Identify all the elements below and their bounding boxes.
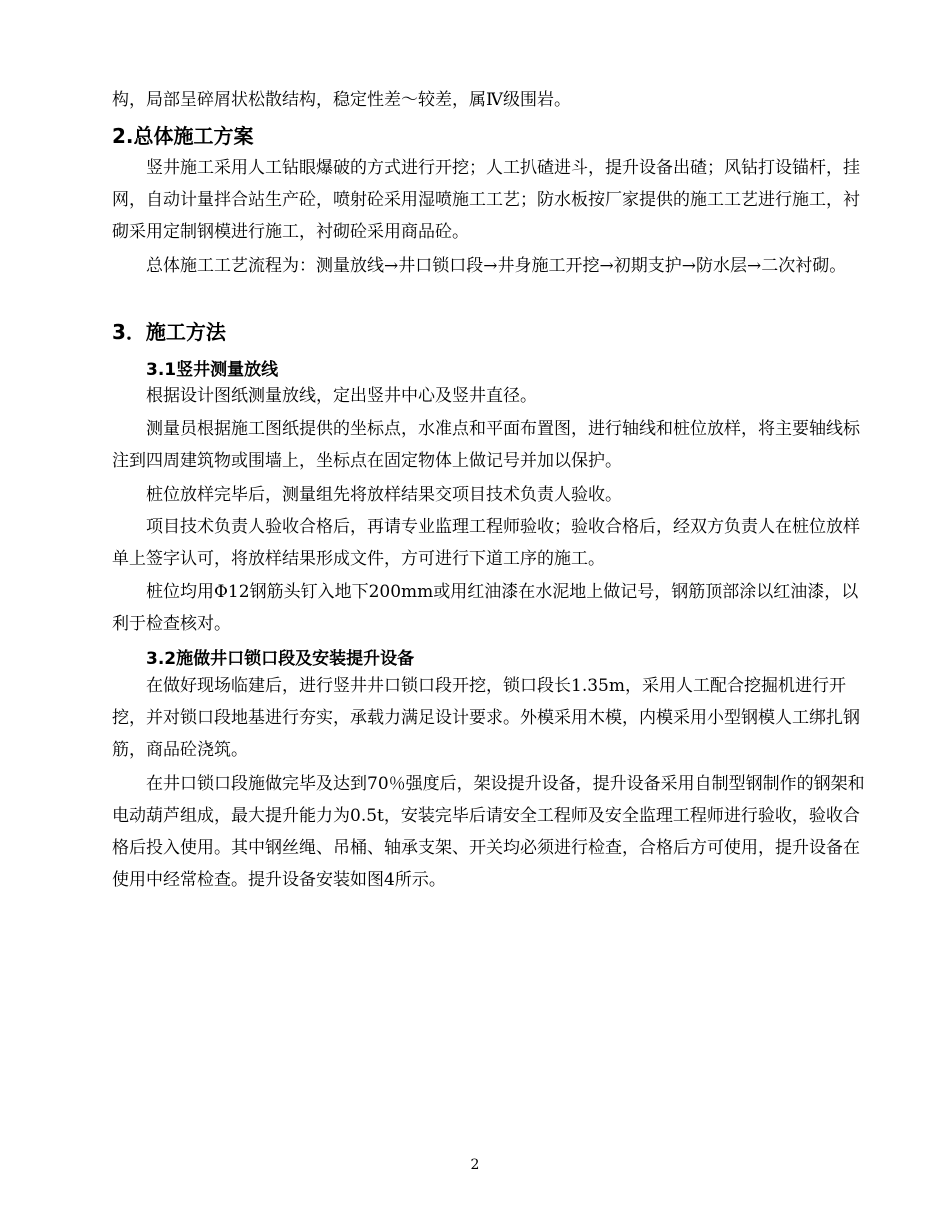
paragraph-process-flow: 总体施工工艺流程为：测量放线→井口锁口段→井身施工开挖→初期支护→防水层→二次衬砌。 xyxy=(146,256,847,276)
page-number: 2 xyxy=(470,1157,480,1173)
subsection-heading-3-2: 3.2施做井口锁口段及安装提升设备 xyxy=(146,649,415,669)
paragraph-surveyor: 测量员根据施工图纸提供的坐标点，水准点和平面布置图，进行轴线和桩位放样，将主要轴线标注到四周建筑物或围墙上，坐标点在固定物体上做记号并加以保护。 xyxy=(112,419,860,471)
paragraph-survey: 根据设计图纸测量放线，定出竖井中心及竖井直径。 xyxy=(146,386,537,406)
paragraph-continuation: 构，局部呈碎屑状松散结构，稳定性差～较差，属Ⅳ级围岩。 xyxy=(112,90,571,110)
section-heading-2: 2.总体施工方案 xyxy=(112,124,254,148)
paragraph-markers: 桩位均用Φ12钢筋头钉入地下200mm或用红油漆在水泥地上做记号，钢筋顶部涂以红油漆，以利于检查核对。 xyxy=(112,582,859,634)
paragraph-lifting-equipment: 在井口锁口段施做完毕及达到70％强度后，架设提升设备，提升设备采用自制型钢制作的钢架和电动葫芦组成，最大提升能力为0.5t，安装完毕后请安全工程师及安全监理工程师进行验收，验收合格后投入使用。其中钢丝绳、吊桶、轴承支架、开关均必须进行检查，合格后方可使用，提升设备在使用中经常检查。提升设备安装如图4所示。 xyxy=(112,774,865,890)
paragraph-acceptance: 桩位放样完毕后，测量组先将放样结果交项目技术负责人验收。 xyxy=(146,485,622,505)
subsection-heading-3-1: 3.1竖井测量放线 xyxy=(146,360,279,380)
paragraph-lock-section: 在做好现场临建后，进行竖井井口锁口段开挖，锁口段长1.35m，采用人工配合挖掘机进行开挖，并对锁口段地基进行夯实，承载力满足设计要求。外模采用木模，内模采用小型钢模人工绑扎钢筋，商品砼浇筑。 xyxy=(112,676,860,760)
paragraph-supervisor: 项目技术负责人验收合格后，再请专业监理工程师验收；验收合格后，经双方负责人在桩位放样单上签字认可，将放样结果形成文件，方可进行下道工序的施工。 xyxy=(112,517,860,569)
section-heading-3: 3．施工方法 xyxy=(112,320,226,344)
paragraph-construction-method: 竖井施工采用人工钻眼爆破的方式进行开挖；人工扒碴进斗，提升设备出碴；风钻打设锚杆，挂网，自动计量拌合站生产砼，喷射砼采用湿喷施工工艺；防水板按厂家提供的施工工艺进行施工，衬砌采用定制钢模进行施工，衬砌砼采用商品砼。 xyxy=(112,158,860,242)
